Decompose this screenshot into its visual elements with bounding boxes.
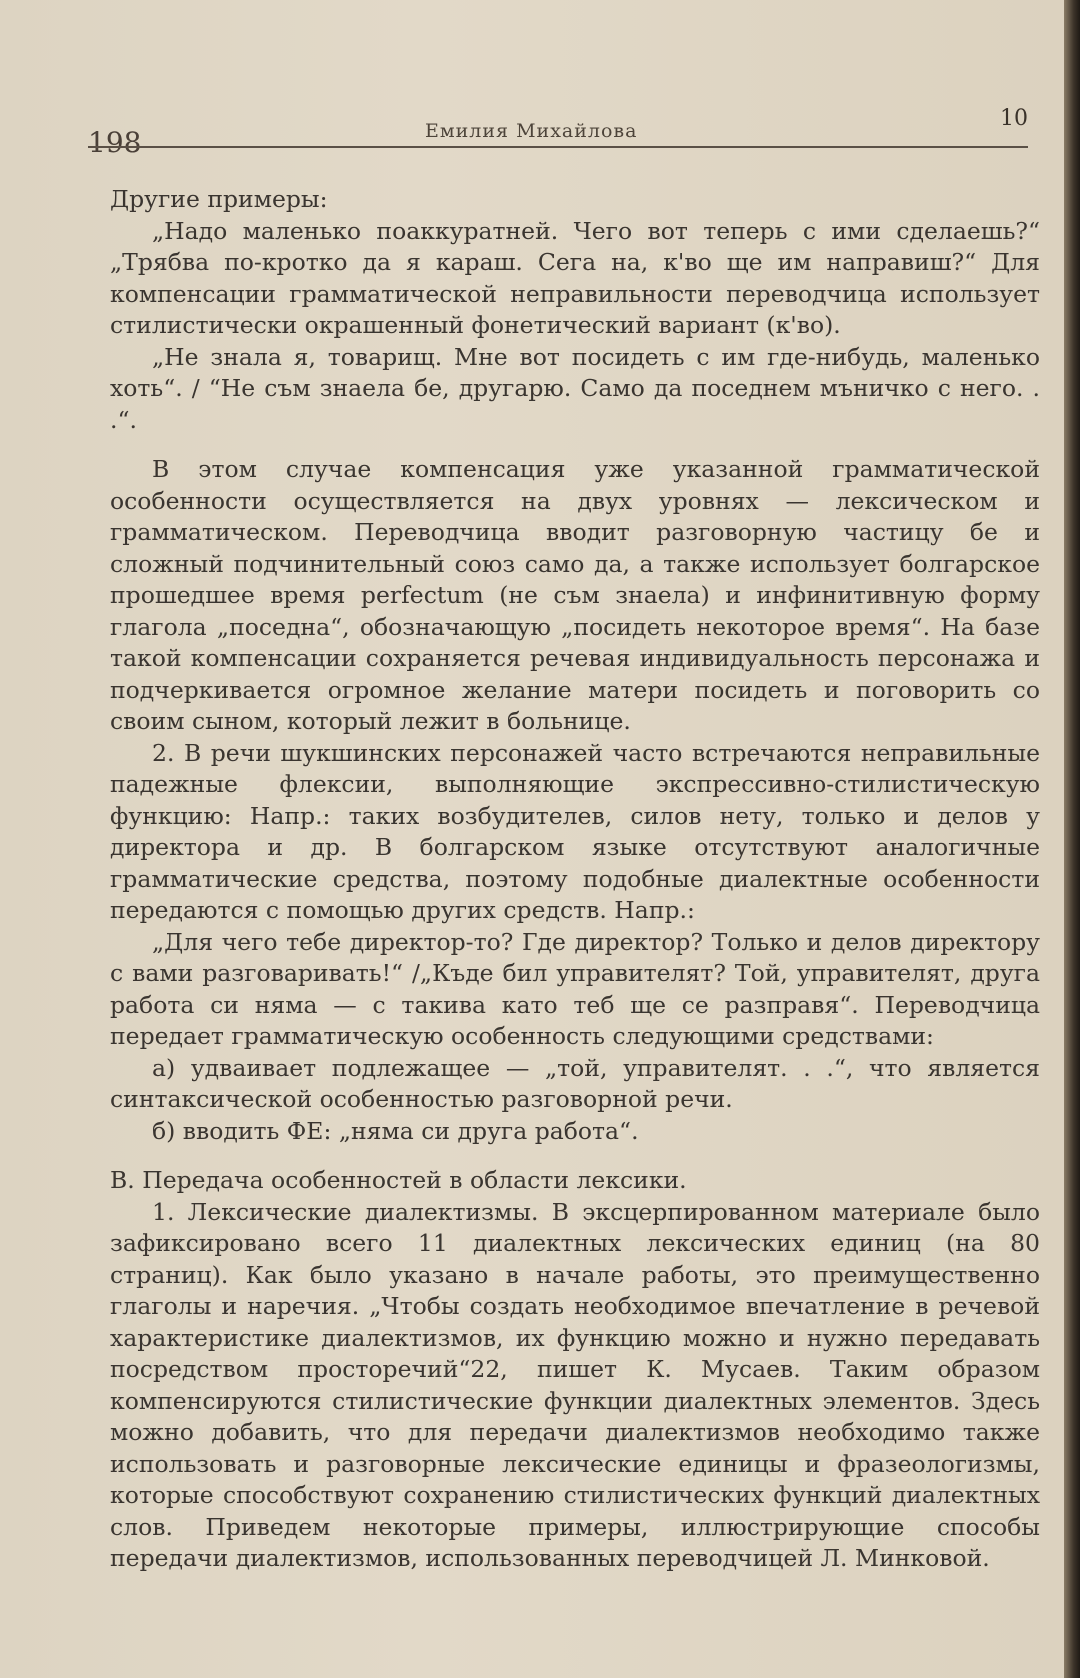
section-heading-lexis: В. Передача особенностей в области лексики.	[110, 1166, 687, 1194]
list-item-a: а) удваивает подлежащее — „той, управителят. . .“, что является синтаксической особенностью разговорной речи.	[110, 1053, 1040, 1113]
paragraph-example-2: „Не знала я, товарищ. Мне вот посидеть с им где-нибудь, маленько хоть“. / “Не съм знаела бе, другарю. Само да поседнем мъничко с него. . .“.	[110, 342, 1040, 434]
header-rule	[88, 146, 1028, 148]
paragraph-example-1: „Надо маленько поаккуратней. Чего вот теперь с ими сделаешь?“ „Трябва по-кротко да я караш. Сега на, к'во ще им направиш?“ Для компенсации грамматической неправильности переводчица использует стилистически окрашенный фонетический вариант (к'во).	[110, 216, 1040, 339]
body-text	[110, 184, 1040, 1575]
page-header	[0, 0, 1064, 160]
paragraph-compensation: В этом случае компенсация уже указанной грамматической особенности осуществляется на двух уровнях — лексическом и грамматическом. Переводчица вводит разговорную частицу бе и сложный подчинительный союз само да, а также использует болгарское прошедшее время perfectum (не съм знаела) и инфинитивную форму глагола „поседна“, обозначающую „посидеть некоторое время“. На базе такой компенсации сохраняется речевая индивидуальность персонажа и подчеркивается огромное желание матери посидеть и поговорить со своим сыном, который лежит в больнице.	[110, 455, 1040, 735]
list-item-b: б) вводить ФЕ: „няма си друга работа“.	[152, 1116, 639, 1145]
page-number: 198	[88, 126, 142, 159]
paragraph-example-3: „Для чего тебе директор-то? Где директор? Только и делов директору с вами разговаривать!“ /„Къде бил управителят? Той, управителят, друга работа си няма — с такива като теб ще се разправя“. Переводчица передает грамматическую особенность следующими средствами:	[110, 927, 1040, 1050]
book-spine	[1064, 0, 1080, 1678]
running-title: Емилия Михайлова	[425, 120, 638, 142]
paragraph-intro: Другие примеры:	[110, 185, 328, 213]
paragraph-lexical-dialectisms: 1. Лексические диалектизмы. В эксцерпированном материале было зафиксировано всего 11 диалектных лексических единиц (на 80 страниц). Как было указано в начале работы, это преимущественно глаголы и наречия. „Чтобы создать необходимое впечатление в речевой характеристике диалектизмов, их функцию можно и нужно передавать посредством просторечий“22, пишет К. Мусаев. Таким образом компенсируются стилистические функции диалектных элементов. Здесь можно добавить, что для передачи диалектизмов необходимо также использовать и разговорные лексические единицы и фразеологизмы, которые способствуют сохранению стилистических функций диалектных слов. Приведем некоторые примеры, иллюстрирующие способы передачи диалектизмов, использованных переводчицей Л. Минковой.	[110, 1197, 1040, 1572]
handwritten-corner-number: 10	[1000, 106, 1028, 131]
paragraph-case-inflections: 2. В речи шукшинских персонажей часто встречаются неправильные падежные флексии, выполняющие экспрессивно-стилистическую функцию: Напр.: таких возбудителев, силов нету, только и делов у директора и др. В болгарском языке отсутствуют аналогичные грамматические средства, поэтому подобные диалектные особенности передаются с помощью других средств. Напр.:	[110, 738, 1040, 924]
